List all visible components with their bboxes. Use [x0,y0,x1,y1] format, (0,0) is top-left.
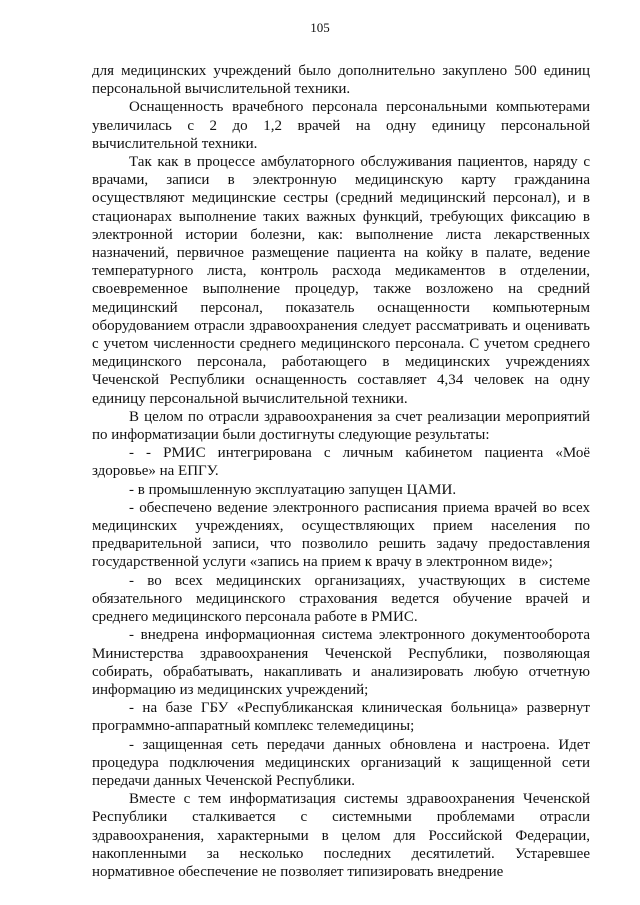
paragraph-final: Вместе с тем информатизация системы здравоохранения Чеченской Республики сталкивается с системными проблемами отрасли здравоохранения, характерными в целом для Российской Федерации, накопленными за несколько последних десятилетий. Устаревшее нормативное обеспечение не позволяет типизировать внедрение [92,791,590,880]
list-item-rmis: - - РМИС интегрирована с личным кабинетом пациента «Моё здоровье» на ЕПГУ. [92,445,590,480]
page-number: 105 [310,20,330,35]
list-item-document-flow: - внедрена информационная система электронного документооборота Министерства здравоохранения Чеченской Республики, позволяющая собирать, обрабатывать, накапливать и анализировать любую отчетную информацию из медицинских учреждений; [92,627,590,698]
paragraph-4: В целом по отрасли здравоохранения за счет реализации мероприятий по информатизации были достигнуты следующие результаты: [92,408,590,444]
list-item-secure-network: - защищенная сеть передачи данных обновлена и настроена. Идет процедура подключения медицинских организаций к защищенной сети передачи данных Чеченской Республики. [92,736,590,789]
list-item-cami: - в промышленную эксплуатацию запущен ЦАМИ. [129,481,457,498]
list-item-telemedicine: - на базе ГБУ «Республиканская клиническая больница» развернут программно-аппаратный комплекс телемедицины; [92,700,590,735]
paragraph-1: для медицинских учреждений было дополнительно закуплено 500 единиц персональной вычислительной техники. [92,63,590,98]
list-item-training: - во всех медицинских организациях, участвующих в системе обязательного медицинского страхования ведется обучение врачей и среднего медицинского персонала работе в РМИС. [92,572,590,626]
paragraph-2: Оснащенность врачебного персонала персональными компьютерами увеличилась с 2 до 1,2 врачей на одну единицу персональной вычислительной техники. [92,99,590,152]
document-body [92,62,590,881]
paragraph-3: Так как в процессе амбулаторного обслуживания пациентов, наряду с врачами, записи в электронную медицинскую карту гражданина осуществляют медицинские сестры (средний медицинский персонал), и в стационарах выполнение таких важных функций, требующих фиксацию в электронной истории болезни, как: выполнение листа лекарственных назначений, первичное размещение пациента на койку в палате, ведение температурного листа, контроль расхода медикаментов в отделении, своевременное выполнение процедур, также возложено на средний медицинский персонал, показатель оснащенности компьютерным оборудованием отрасли здравоохранения следует рассматривать и оценивать с учетом численности среднего медицинского персонала. С учетом среднего медицинского персонала, работающего в медицинских учреждениях Чеченской Республики оснащенность составляет 4,34 человек на одну единицу персональной вычислительной техники. [92,154,590,407]
list-item-schedule: - обеспечено ведение электронного расписания приема врачей во всех медицинских учреждениях, осуществляющих прием населения по предварительной записи, что позволило решить задачу предоставления государственной услуги «запись на прием к врачу в электронном виде»; [92,499,590,571]
